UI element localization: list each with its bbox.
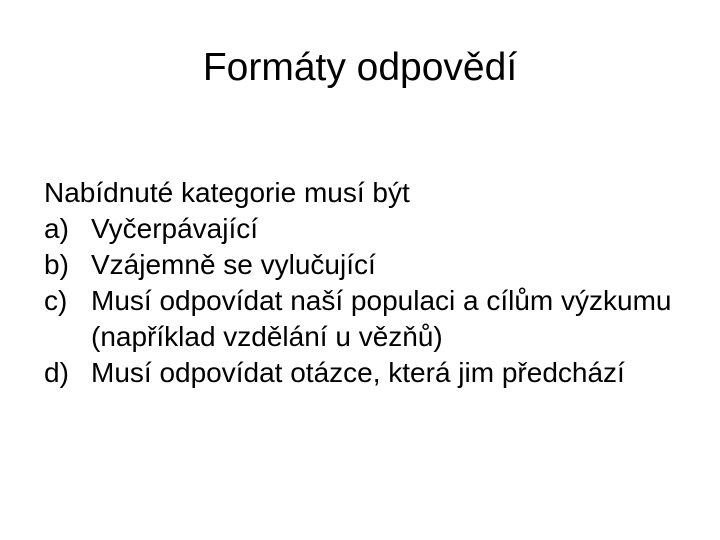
list-marker: c) [44,285,68,316]
list-item-text: Musí odpovídat naší populaci a cílům výzkumu (například vzdělání u vězňů) [91,285,672,352]
slide-title: Formáty odpovědí [202,46,518,89]
list-item-text: Vyčerpávající [91,213,259,244]
list-marker: b) [44,249,69,280]
list-item [44,211,684,247]
intro-text: Nabídnuté kategorie musí být [44,177,410,208]
slide-body [44,175,684,391]
list-item-text: Vzájemně se vylučující [91,249,376,280]
list-item [44,283,684,355]
list-item [44,355,684,391]
list-item-text: Musí odpovídat otázce, která jim předchází [91,357,625,388]
list-marker: a) [44,213,69,244]
list-marker: d) [44,357,69,388]
category-list [44,211,684,391]
list-item [44,247,684,283]
